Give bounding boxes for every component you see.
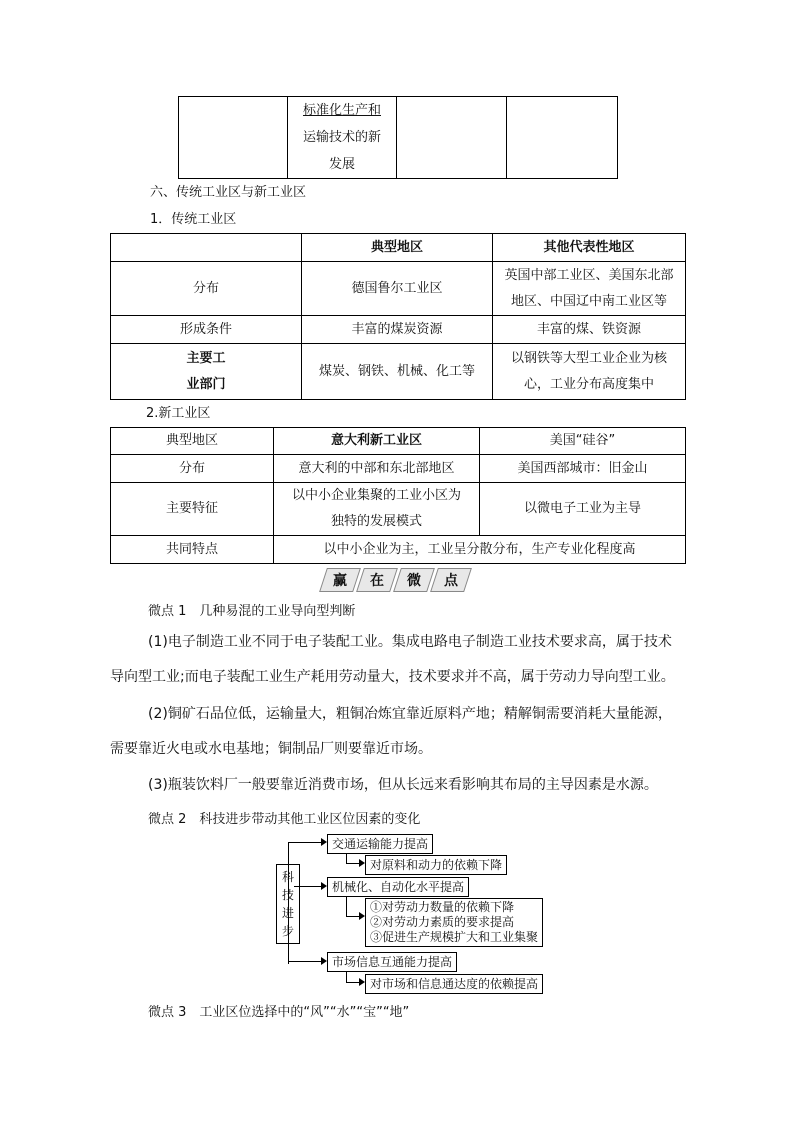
root-char: 科 bbox=[281, 870, 294, 884]
new-row-us: 以微电子工业为主导 bbox=[480, 483, 686, 536]
new-row-italy bbox=[274, 483, 480, 536]
new-italy-line-2: 独特的发展模式 bbox=[330, 514, 422, 529]
top-cell-line-1: 标准化生产和 bbox=[302, 103, 381, 118]
trad-row-typical: 德国鲁尔工业区 bbox=[302, 262, 493, 316]
banner-seg bbox=[356, 568, 398, 592]
top-table-cell-2 bbox=[288, 97, 397, 179]
branch-box-2: 机械化、自动化水平提高 bbox=[327, 877, 469, 897]
trad-row-label bbox=[111, 344, 302, 400]
point-1-title: 微点 1 几种易混的工业导向型判断 bbox=[148, 604, 356, 619]
section-6-title: 六、传统工业区与新工业区 bbox=[150, 185, 307, 200]
trad-label-line-2: 业部门 bbox=[186, 376, 226, 392]
root-char: 技 bbox=[281, 888, 294, 902]
sub-line-2 bbox=[346, 896, 347, 916]
point-1-line-1: (1)电子制造工业不同于电子装配工业。集成电路电子制造工业技术要求高，属于技术 bbox=[148, 634, 672, 650]
point-2-title: 微点 2 科技进步带动其他工业区位因素的变化 bbox=[148, 812, 421, 827]
top-table-cell-3 bbox=[397, 97, 507, 179]
trad-row-other bbox=[493, 262, 686, 316]
sub-hline-3 bbox=[346, 982, 360, 983]
branch-line-1 bbox=[288, 842, 322, 843]
root-char: 步 bbox=[281, 924, 294, 938]
new-row-us: 美国西部城市：旧金山 bbox=[480, 455, 686, 483]
point-1-line-2: 导向型工业;而电子装配工业生产耗用劳动量大，技术要求并不高，属于劳动力导向型工业。 bbox=[110, 669, 675, 685]
sub-hline-1 bbox=[346, 863, 360, 864]
branch-box-3: 市场信息互通能力提高 bbox=[327, 952, 457, 972]
trad-other-line-2: 心，工业分布高度集中 bbox=[523, 376, 654, 392]
section-banner bbox=[323, 568, 471, 590]
trunk-line bbox=[288, 842, 289, 964]
new-row-label: 共同特点 bbox=[111, 536, 274, 564]
banner-seg bbox=[430, 568, 472, 592]
new-header-typical: 典型地区 bbox=[111, 428, 274, 455]
new-header-italy: 意大利新工业区 bbox=[274, 428, 480, 455]
trad-row-label: 分布 bbox=[111, 262, 302, 316]
top-cell-line-2: 运输技术的新 bbox=[302, 130, 381, 145]
new-row-label: 主要特征 bbox=[111, 483, 274, 536]
sub-hline-2 bbox=[346, 916, 360, 917]
point-1-line-3: (2)铜矿石品位低，运输量大，粗铜冶炼宜靠近原料产地；精解铜需要消耗大量能源， bbox=[148, 706, 672, 722]
sub-box-2 bbox=[365, 898, 543, 947]
traditional-industry-table bbox=[110, 233, 686, 400]
new-italy-line-1: 以中小企业集聚的工业小区为 bbox=[291, 488, 461, 503]
point-1-line-4: 需要靠近火电或水电基地；铜制品厂则要靠近市场。 bbox=[110, 741, 432, 757]
sub-box-1: 对原料和动力的依赖下降 bbox=[365, 855, 507, 875]
branch-box-1: 交通运输能力提高 bbox=[327, 834, 433, 854]
top-table bbox=[178, 96, 618, 179]
point-3-title: 微点 3 工业区位选择中的“风”“水”“宝”“地” bbox=[148, 1005, 410, 1020]
new-row-italy: 意大利的中部和东北部地区 bbox=[274, 455, 480, 483]
top-cell-line-3: 发展 bbox=[328, 157, 355, 172]
new-industry-table bbox=[110, 427, 686, 564]
root-char: 进 bbox=[281, 906, 294, 920]
new-row-common: 以中小企业为主，工业呈分散分布，生产专业化程度高 bbox=[274, 536, 686, 564]
banner-seg bbox=[319, 568, 361, 592]
trad-label-line-1: 主要工 bbox=[186, 350, 226, 366]
trad-header-empty bbox=[111, 234, 302, 262]
sub-line-3 bbox=[346, 971, 347, 982]
point-1-line-5: (3)瓶装饮料厂一般要靠近消费市场，但从长远来看影响其布局的主导因素是水源。 bbox=[148, 777, 658, 793]
trad-other-line-1: 英国中部工业区、美国东北部 bbox=[504, 267, 674, 283]
top-table-cell-4 bbox=[507, 97, 618, 179]
subsection-2-title: 2.新工业区 bbox=[146, 406, 211, 421]
top-table-cell-1 bbox=[179, 97, 288, 179]
sub-box-3: 对市场和信息通达度的依赖提高 bbox=[365, 974, 543, 994]
branch-line-3 bbox=[288, 961, 322, 962]
trad-other-line-2: 地区、中国辽中南工业区等 bbox=[510, 293, 667, 309]
banner-char: 微 bbox=[407, 573, 421, 589]
new-header-silicon-valley: 美国“硅谷” bbox=[480, 428, 686, 455]
trad-other-line-1: 以钢铁等大型工业企业为核 bbox=[510, 350, 667, 366]
trad-row-other bbox=[493, 344, 686, 400]
sub-box-2-line: ③促进生产规模扩大和工业集聚 bbox=[370, 930, 539, 944]
trad-row-typical: 煤炭、钢铁、机械、化工等 bbox=[302, 344, 493, 400]
trad-row-typical: 丰富的煤炭资源 bbox=[302, 316, 493, 344]
sub-box-2-line: ①对劳动力数量的依赖下降 bbox=[370, 900, 515, 914]
new-row-label: 分布 bbox=[111, 455, 274, 483]
subsection-1-title: 1．传统工业区 bbox=[150, 212, 237, 227]
trad-header-typical: 典型地区 bbox=[302, 234, 493, 262]
banner-char: 点 bbox=[444, 573, 458, 589]
branch-line-2 bbox=[294, 886, 322, 887]
trad-header-other: 其他代表性地区 bbox=[493, 234, 686, 262]
trad-row-label: 形成条件 bbox=[111, 316, 302, 344]
sub-box-2-line: ②对劳动力素质的要求提高 bbox=[370, 915, 515, 929]
banner-char: 赢 bbox=[333, 573, 347, 589]
banner-char: 在 bbox=[370, 573, 384, 589]
banner-seg bbox=[393, 568, 435, 592]
trad-row-other: 丰富的煤、铁资源 bbox=[493, 316, 686, 344]
sub-line-1 bbox=[346, 853, 347, 863]
